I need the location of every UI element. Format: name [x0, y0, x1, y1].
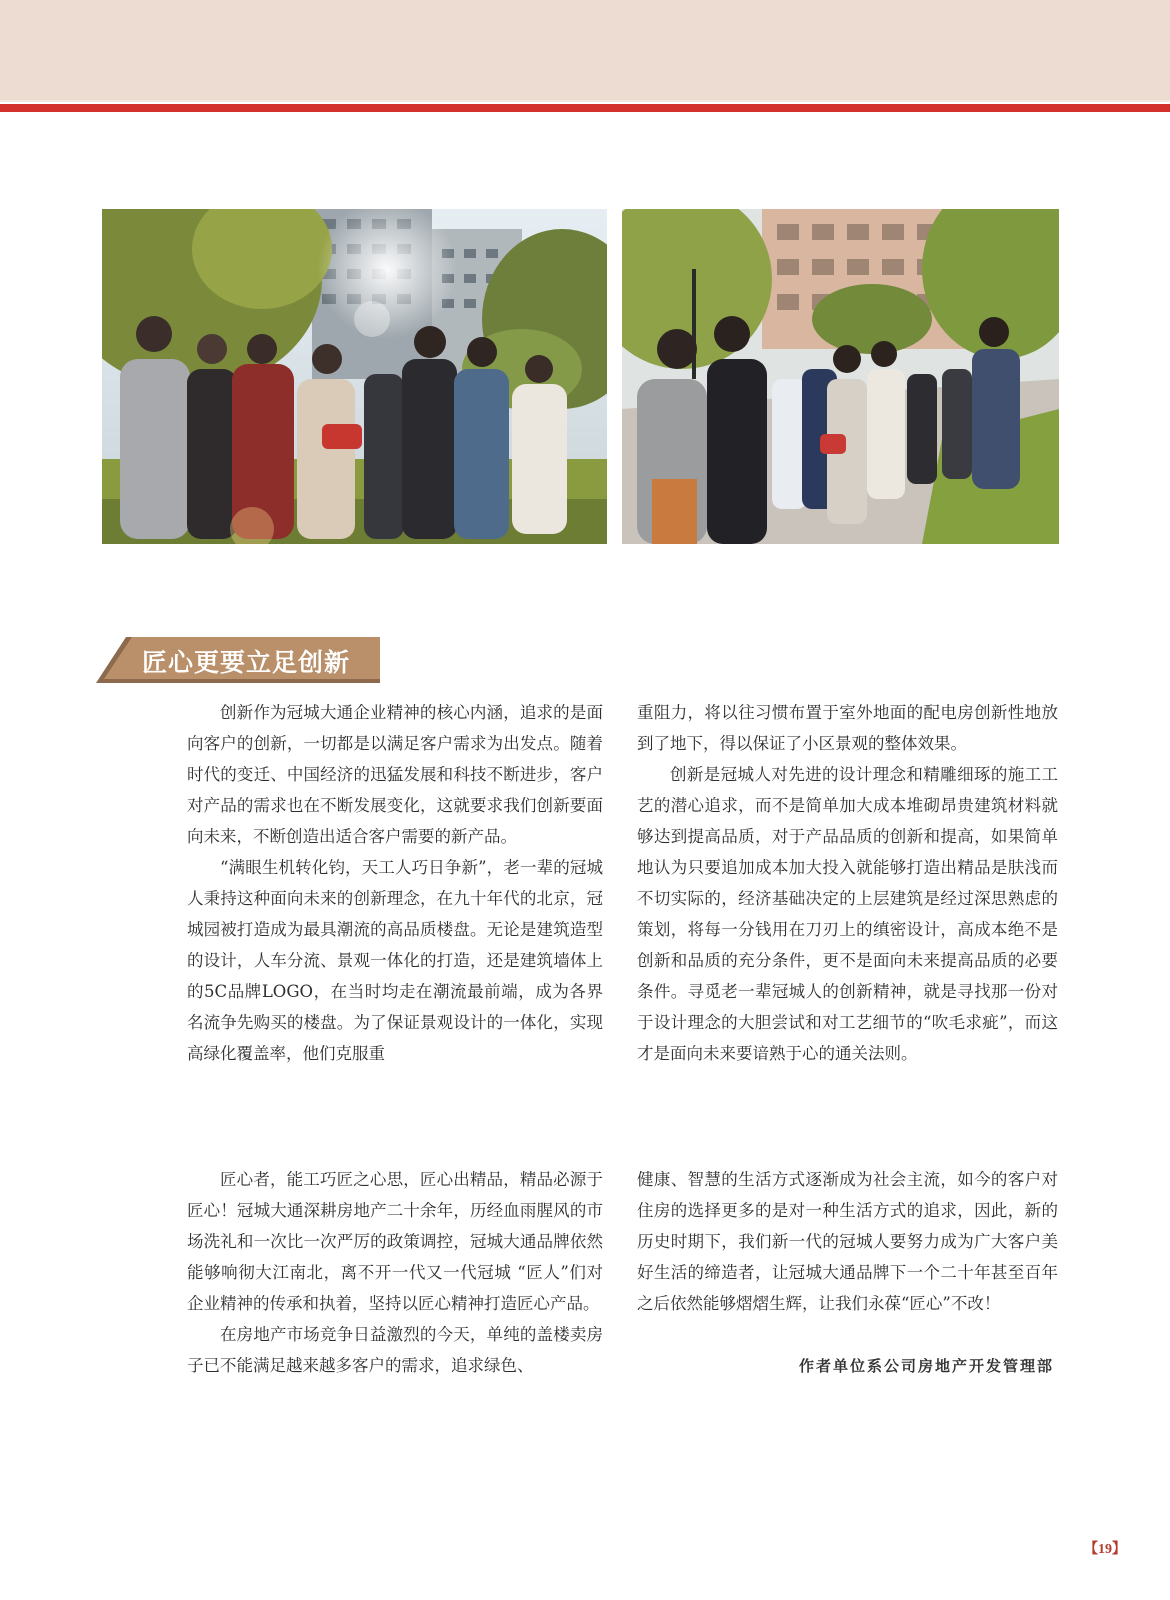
- paragraph: 在房地产市场竞争日益激烈的今天，单纯的盖楼卖房子已不能满足越来越多客户的需求，追求绿色、: [187, 1325, 603, 1375]
- photo-group-taking-pictures: [102, 209, 607, 544]
- text-column-bottom-right: [637, 1164, 1058, 1319]
- text-column-top-right: [637, 697, 1058, 1069]
- text-column-top-left: [187, 697, 603, 1069]
- photo-group-touring-community: [622, 209, 1059, 544]
- header-band: [0, 0, 1170, 100]
- section-heading-banner: [96, 637, 380, 683]
- page-number: 【19】: [1084, 1542, 1126, 1557]
- header-divider-thin: [0, 100, 1170, 102]
- header-divider-red: [0, 104, 1170, 112]
- paragraph: “满眼生机转化钧，天工人巧日争新”，老一辈的冠城人秉持这种面向未来的创新理念，在九十年代的北京，冠城园被打造成为最具潮流的高品质楼盘。无论是建筑造型的设计，人车分流、景观一体化的打造，还是建筑墙体上的5C品牌LOGO，在当时均走在潮流最前端，成为各界名流争先购买的楼盘。为了保证景观设计的一体化，实现高绿化覆盖率，他们克服重: [187, 858, 603, 1063]
- section-heading: 匠心更要立足创新: [142, 648, 351, 677]
- paragraph: 创新作为冠城大通企业精神的核心内涵，追求的是面向客户的创新，一切都是以满足客户需求为出发点。随着时代的变迁、中国经济的迅猛发展和科技不断进步，客户对产品的需求也在不断发展变化，这就要求我们创新要面向未来，不断创造出适合客户需要的新产品。: [187, 703, 603, 846]
- text-column-bottom-left: [187, 1164, 603, 1381]
- paragraph: 匠心者，能工巧匠之心思，匠心出精品，精品必源于匠心！冠城大通深耕房地产二十余年，历经血雨腥风的市场洗礼和一次比一次严厉的政策调控，冠城大通品牌依然能够响彻大江南北，离不开一代又一代冠城 “匠人”们对企业精神的传承和执着，坚持以匠心精神打造匠心产品。: [187, 1170, 603, 1313]
- author-note: 作者单位系公司房地产开发管理部: [798, 1357, 1054, 1375]
- paragraph: 健康、智慧的生活方式逐渐成为社会主流，如今的客户对住房的选择更多的是对一种生活方式的追求，因此，新的历史时期下，我们新一代的冠城人要努力成为广大客户美好生活的缔造者，让冠城大通品牌下一个二十年甚至百年之后依然能够熠熠生辉，让我们永葆“匠心”不改！: [637, 1170, 1058, 1313]
- paragraph: 创新是冠城人对先进的设计理念和精雕细琢的施工工艺的潜心追求，而不是简单加大成本堆砌昂贵建筑材料就够达到提高品质，对于产品品质的创新和提高，如果简单地认为只要追加成本加大投入就能够打造出精品是肤浅而不切实际的，经济基础决定的上层建筑是经过深思熟虑的策划，将每一分钱用在刀刃上的缜密设计，高成本绝不是创新和品质的充分条件，更不是面向未来提高品质的必要条件。寻觅老一辈冠城人的创新精神，就是寻找那一份对于设计理念的大胆尝试和对工艺细节的“吹毛求疵”，而这才是面向未来要谙熟于心的通关法则。: [637, 765, 1058, 1063]
- paragraph: 重阻力，将以往习惯布置于室外地面的配电房创新性地放到了地下，得以保证了小区景观的整体效果。: [637, 703, 1058, 753]
